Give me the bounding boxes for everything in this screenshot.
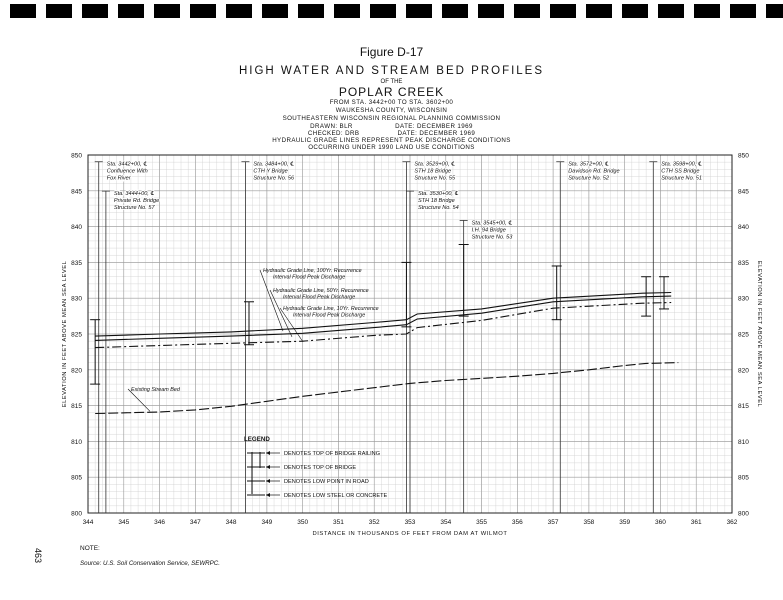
subtitle-line: FROM STA. 3442+00 TO STA. 3602+00 [329,99,454,106]
x-tick-label: 360 [655,519,666,526]
subtitle-line: WAUKESHA COUNTY, WISCONSIN [335,107,448,114]
x-tick-label: 344 [82,519,94,526]
station-label: Structure No. 55 [414,175,456,182]
subtitle-line: OCCURRING UNDER 1990 LAND USE CONDITIONS [308,144,475,151]
series-annotation: Existing Stream Bed [131,387,180,393]
station-label: Sta. 3444+00, ℄ [113,191,155,198]
y-tick-label-left: 835 [71,259,82,267]
series-annotation: Hydraulic Grade Line, 10Yr. Recurrence [283,306,379,312]
x-tick-label: 362 [726,519,738,526]
series-annotation: Interval Flood Peak Discharge [273,274,346,281]
station-label: Structure No. 54 [418,205,459,212]
x-tick-label: 351 [333,519,344,526]
y-tick-label-left: 845 [71,188,82,196]
x-axis-label: DISTANCE IN THOUSANDS OF FEET FROM DAM AT WILMOT [312,531,508,537]
y-tick-label-left: 820 [71,367,82,375]
y-tick-label-right: 850 [738,152,749,160]
y-tick-label-right: 810 [738,438,749,446]
y-tick-label-left: 805 [71,474,82,482]
creek-name: POPLAR CREEK [338,85,445,99]
x-tick-label: 358 [583,519,595,526]
station-label: Sta. 3484+00, ℄ [253,161,294,168]
x-tick-label: 345 [118,519,130,526]
y-tick-label-left: 800 [71,510,82,518]
subtitle-line: HYDRAULIC GRADE LINES REPRESENT PEAK DISCHARGE CONDITIONS [272,137,511,144]
x-tick-label: 352 [368,519,380,526]
y-axis-label-left: ELEVATION IN FEET ABOVE MEAN SEA LEVEL [62,260,68,408]
station-label: Sta. 3530+00, ℄ [418,191,459,198]
figure-label: Figure D-17 [359,45,424,59]
y-tick-label-right: 815 [738,403,749,411]
station-label: Private Rd. Bridge [113,198,160,205]
y-tick-label-left: 850 [71,152,82,160]
station-label: Structure No. 51 [661,175,703,182]
chart-title: HIGH WATER AND STREAM BED PROFILES [238,65,545,77]
station-label: STH 18 Bridge [414,168,452,175]
hgl-10yr-line [95,303,671,348]
y-axis-label-right: ELEVATION IN FEET ABOVE MEAN SEA LEVEL [756,260,762,408]
subtitle-line: SOUTHEASTERN WISCONSIN REGIONAL PLANNING COMMISSION [282,115,501,122]
station-label: Fox River [106,175,131,182]
station-label: CTH SS Bridge [661,168,700,175]
series-annotation: Hydraulic Grade Line, 100Yr. Recurrence [263,268,362,274]
series-annotation: Hydraulic Grade Line, 50Yr. Recurrence [273,288,369,294]
y-tick-label-left: 830 [71,295,82,303]
station-label: Structure No. 53 [471,234,513,241]
x-tick-label: 353 [404,519,416,526]
x-tick-label: 347 [189,519,201,526]
station-label: STH 18 Bridge [418,198,455,205]
station-label: Structure No. 52 [568,175,610,182]
station-label: I.H. 94 Bridge [471,227,506,234]
legend-item-label: DENOTES LOW STEEL OR CONCRETE [284,493,388,499]
y-tick-label-left: 825 [71,331,82,339]
x-tick-label: 355 [476,519,487,526]
x-tick-label: 346 [154,519,165,526]
source-note: Source: U.S. Soil Conservation Service, SEWRPC. [80,560,220,567]
station-label: Sta. 3442+00, ℄ [106,161,147,168]
series-annotation: Interval Flood Peak Discharge [293,312,366,319]
x-tick-label: 361 [690,519,702,526]
title-connector: OF THE [380,79,403,85]
note-label: NOTE: [80,545,100,552]
x-tick-label: 350 [297,519,309,526]
hgl-100yr-line [95,293,671,337]
y-tick-label-left: 810 [71,438,82,446]
subtitle-line: DRAWN: BLR DATE: DECEMBER 1969 [310,123,473,130]
y-tick-label-right: 805 [738,474,749,482]
legend-title: LEGEND [244,436,270,443]
series-annotation: Interval Flood Peak Discharge [283,294,356,301]
station-label: Sta. 3545+00, ℄ [471,220,512,227]
station-label: Sta. 3529+00, ℄ [414,161,455,168]
y-tick-label-right: 840 [738,224,749,232]
x-tick-label: 357 [547,519,559,526]
y-tick-label-right: 830 [738,295,749,303]
y-tick-label-left: 815 [71,403,82,411]
station-label: Davidson Rd. Bridge [568,168,620,175]
station-label: Structure No. 57 [113,205,155,212]
x-tick-label: 354 [440,519,452,526]
x-tick-label: 359 [619,519,631,526]
subtitle-line: CHECKED: DRB DATE: DECEMBER 1969 [307,130,476,137]
y-tick-label-right: 845 [738,188,749,196]
page-number: 463 [33,548,43,564]
x-tick-label: 349 [261,519,273,526]
y-tick-label-right: 825 [738,331,749,339]
y-tick-label-right: 835 [738,259,749,267]
y-tick-label-right: 820 [738,367,749,375]
station-label: Sta. 3598+00, ℄ [661,161,702,168]
station-label: Structure No. 56 [253,175,295,182]
station-label: CTH Y Bridge [253,168,288,175]
y-tick-label-left: 840 [71,224,82,232]
x-tick-label: 348 [225,519,237,526]
legend-item-label: DENOTES LOW POINT IN ROAD [284,479,369,485]
y-tick-label-right: 800 [738,510,749,518]
x-tick-label: 356 [511,519,523,526]
station-label: Confluence With [106,168,148,175]
legend-item-label: DENOTES TOP OF BRIDGE RAILING [284,451,381,457]
legend-item-label: DENOTES TOP OF BRIDGE [284,465,357,471]
station-label: Sta. 3572+00, ℄ [568,161,609,168]
